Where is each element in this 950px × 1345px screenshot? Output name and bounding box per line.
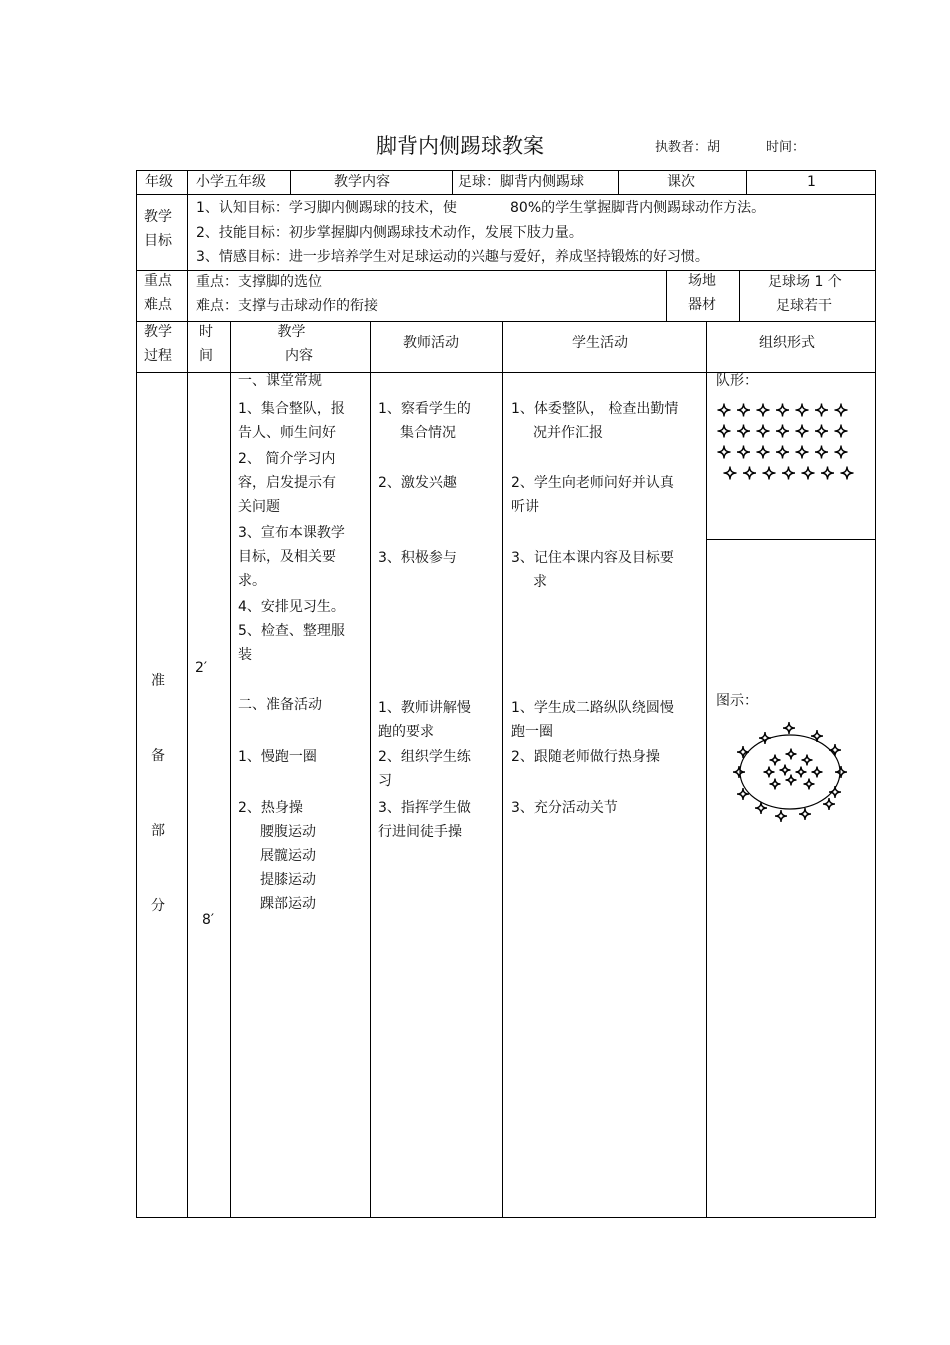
student-activity: 2、跟随老师做行热身操 xyxy=(511,749,660,765)
student-marker xyxy=(835,766,847,778)
student-marker xyxy=(775,810,787,822)
teacher-activity: 3、指挥学生做 行进间徒手操 xyxy=(378,800,471,840)
time-value: 8′ xyxy=(202,912,215,928)
equipment-value: 足球若干 xyxy=(776,298,832,314)
student-activity: 3、记住本课内容及目标要 求 xyxy=(511,550,674,590)
student-marker xyxy=(835,404,848,417)
student-activity: 1、体委整队， 检查出勤情 况并作汇报 xyxy=(511,401,679,441)
student-marker xyxy=(776,425,789,438)
teacher-activity: 1、察看学生的 集合情况 xyxy=(378,401,471,441)
student-marker xyxy=(786,775,797,786)
teacher-label: 执教者：胡 xyxy=(655,140,721,155)
content-block: 2、热身操 腰腹运动 展髋运动 提膝运动 踝部运动 xyxy=(238,800,316,912)
student-marker xyxy=(780,765,791,776)
header-content: 教学 内容 xyxy=(277,324,313,364)
formation-label: 队形： xyxy=(716,373,758,389)
header-teacher: 教师活动 xyxy=(403,335,459,351)
student-marker xyxy=(835,425,848,438)
teacher-activity: 2、组织学生练 习 xyxy=(378,749,471,789)
circle-track xyxy=(740,735,840,809)
student-marker xyxy=(718,404,731,417)
header-time: 时 间 xyxy=(199,324,213,364)
goal-2: 2、技能目标：初步掌握脚内侧踢球技术动作，发展下肢力量。 xyxy=(196,225,583,241)
student-marker xyxy=(724,467,737,480)
lesson-label: 课次 xyxy=(667,174,695,190)
formation-diagram xyxy=(712,398,867,488)
student-marker xyxy=(743,467,756,480)
student-marker xyxy=(763,467,776,480)
section-char: 分 xyxy=(151,898,165,914)
student-marker xyxy=(835,446,848,459)
student-marker xyxy=(796,767,807,778)
jogging-circle-diagram xyxy=(725,716,855,826)
student-marker xyxy=(796,446,809,459)
student-marker xyxy=(829,744,841,756)
lesson-value: 1 xyxy=(807,174,816,190)
student-marker xyxy=(737,788,749,800)
student-marker xyxy=(815,404,828,417)
student-marker xyxy=(776,404,789,417)
student-marker xyxy=(823,798,835,810)
content-label: 教学内容 xyxy=(334,174,390,190)
content-value: 足球：脚背内侧踢球 xyxy=(458,174,584,190)
student-marker xyxy=(782,467,795,480)
student-marker xyxy=(796,404,809,417)
page-title: 脚背内侧踢球教案 xyxy=(376,134,544,158)
student-marker xyxy=(811,730,823,742)
student-marker xyxy=(718,425,731,438)
student-marker xyxy=(718,446,731,459)
grade-value: 小学五年级 xyxy=(196,174,266,190)
student-activity: 3、充分活动关节 xyxy=(511,800,618,816)
teacher-activity: 3、积极参与 xyxy=(378,550,457,566)
student-marker xyxy=(737,446,750,459)
header-process: 教学 过程 xyxy=(144,324,172,364)
student-marker xyxy=(815,425,828,438)
student-marker xyxy=(776,446,789,459)
student-activity: 1、学生成二路纵队绕圆慢 跑一圈 xyxy=(511,700,674,740)
student-marker xyxy=(757,446,770,459)
key-point: 重点：支撑脚的选位 xyxy=(196,274,322,290)
content-block: 一、课堂常规 1、集合整队，报 告人、师生问好 2、 简介学习内 容，启发提示有 关问题 3、宣布本课教学 目标，及相关要 求。 4、安排见习生。 5、检查、整理服 装 xyxy=(238,373,345,663)
header-student: 学生活动 xyxy=(572,335,628,351)
section-char: 准 xyxy=(151,673,165,689)
student-marker xyxy=(737,425,750,438)
student-marker xyxy=(815,446,828,459)
difficulty: 难点：支撑与击球动作的衔接 xyxy=(196,298,378,314)
content-line: 1、慢跑一圈 xyxy=(238,749,317,765)
venue-value: 足球场 1 个 xyxy=(768,274,842,290)
student-marker xyxy=(757,404,770,417)
student-marker xyxy=(799,808,811,820)
goal-1a: 1、认知目标：学习脚内侧踢球的技术，使 xyxy=(196,200,457,216)
goal-1b: 80%的学生掌握脚背内侧踢球动作方法。 xyxy=(510,200,766,216)
header-org: 组织形式 xyxy=(759,335,815,351)
student-marker xyxy=(733,766,745,778)
goal-3: 3、情感目标：进一步培养学生对足球运动的兴趣与爱好，养成坚持锻炼的好习惯。 xyxy=(196,249,709,265)
student-marker xyxy=(829,786,841,798)
student-marker xyxy=(841,467,854,480)
student-marker xyxy=(757,425,770,438)
student-marker xyxy=(812,767,823,778)
teacher-activity: 1、教师讲解慢 跑的要求 xyxy=(378,700,471,740)
student-marker xyxy=(737,404,750,417)
student-marker xyxy=(783,722,795,734)
content-line: 二、准备活动 xyxy=(238,697,322,713)
grade-label: 年级 xyxy=(145,174,173,190)
venue-label: 场地 器材 xyxy=(688,273,716,313)
student-marker xyxy=(786,749,797,760)
time-label: 时间： xyxy=(766,140,806,155)
goals-label: 教学 目标 xyxy=(144,209,172,249)
diagram-label: 图示： xyxy=(716,693,758,709)
section-char: 部 xyxy=(151,823,165,839)
key-label: 重点 难点 xyxy=(144,273,172,313)
student-marker xyxy=(770,755,781,766)
student-marker xyxy=(821,467,834,480)
student-marker xyxy=(770,779,781,790)
student-marker xyxy=(737,746,749,758)
student-marker xyxy=(804,779,815,790)
teacher-activity: 2、激发兴趣 xyxy=(378,475,457,491)
time-value: 2′ xyxy=(195,660,208,676)
student-marker xyxy=(802,467,815,480)
student-marker xyxy=(802,755,813,766)
student-activity: 2、学生向老师问好并认真 听讲 xyxy=(511,475,674,515)
student-marker xyxy=(764,767,775,778)
student-marker xyxy=(796,425,809,438)
section-char: 备 xyxy=(151,748,165,764)
